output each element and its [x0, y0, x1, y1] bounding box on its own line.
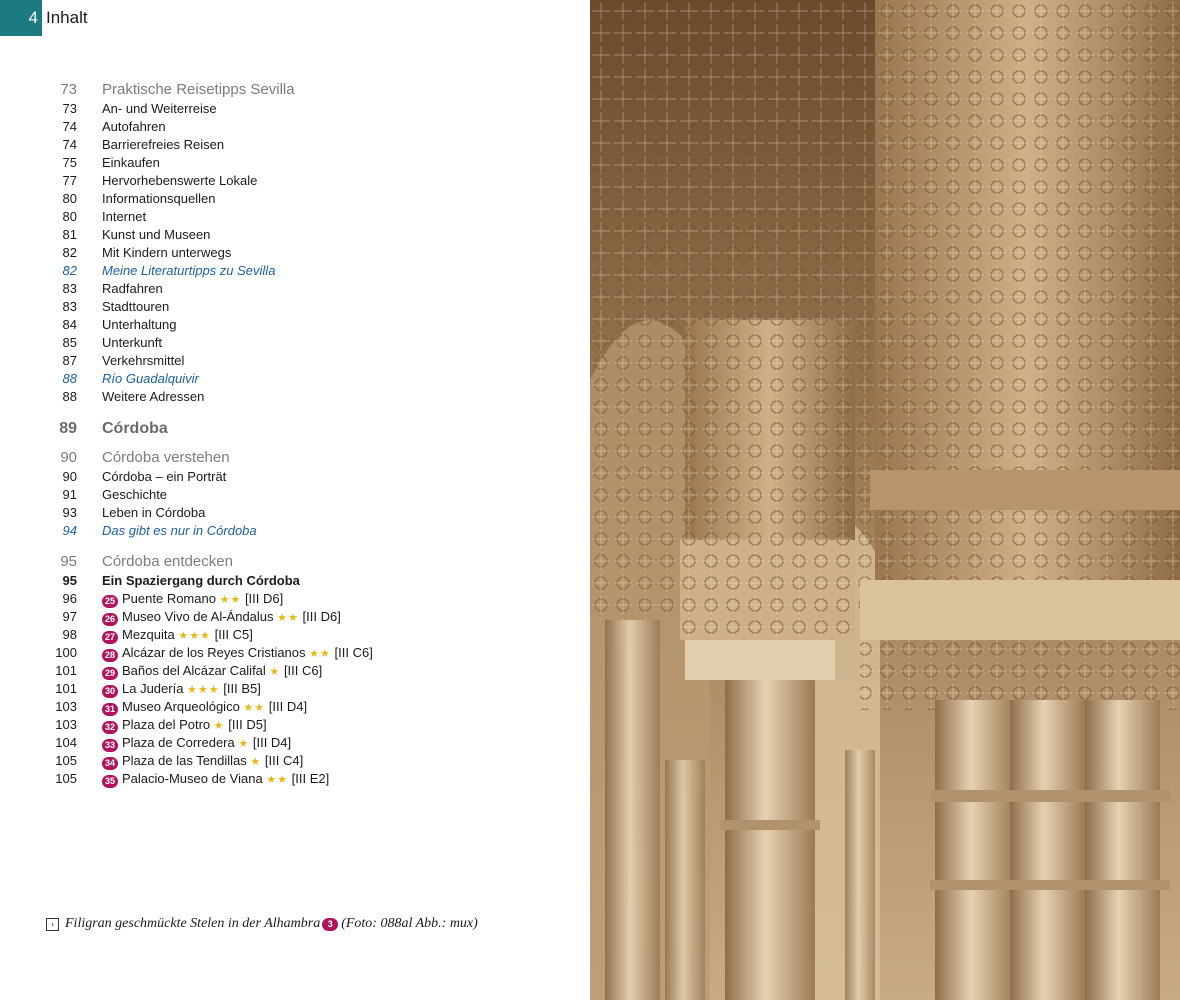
- poi-name: La Judería: [122, 681, 184, 696]
- toc-page-number: 93: [62, 505, 77, 520]
- poi-name: Plaza del Potro: [122, 717, 211, 732]
- toc-page-number: 84: [62, 317, 77, 332]
- toc-page-number: 98: [62, 627, 77, 642]
- toc-page-number: 100: [55, 645, 77, 660]
- toc-entry: [0, 190, 590, 208]
- toc-page-number: 90: [60, 449, 77, 466]
- toc-entry-text: [102, 590, 283, 609]
- map-grid-reference: [III D6]: [302, 609, 341, 624]
- toc-entry: [0, 154, 590, 172]
- poi-name: Baños del Alcázar Califal: [122, 663, 266, 678]
- caption-credit: (Foto: 088al Abb.: mux): [341, 916, 478, 931]
- toc-entry-text: Córdoba entdecken: [102, 553, 233, 570]
- toc-entry-text: Río Guadalquivir: [102, 371, 199, 386]
- toc-entry: [0, 770, 590, 788]
- toc-section: [0, 80, 590, 100]
- toc-page-number: 83: [62, 281, 77, 296]
- toc-entry: [0, 100, 590, 118]
- toc-page-number: 101: [55, 663, 77, 678]
- toc-entry-text: Verkehrsmittel: [102, 353, 185, 368]
- toc-entry: [0, 334, 590, 352]
- toc-entry-text: [102, 608, 341, 627]
- toc-entry-text: Radfahren: [102, 281, 163, 296]
- toc-entry: [0, 226, 590, 244]
- star-rating: ★★: [277, 612, 299, 624]
- poi-number-badge: 31: [102, 703, 118, 716]
- poi-number-badge: 27: [102, 631, 118, 644]
- poi-name: Museo Arqueológico: [122, 699, 240, 714]
- toc-entry-text: Córdoba – ein Porträt: [102, 469, 227, 484]
- map-grid-reference: [III D4]: [252, 735, 292, 750]
- toc-entry-text: Barrierefreies Reisen: [102, 137, 225, 152]
- poi-number-badge: 25: [102, 595, 118, 608]
- toc-page-number: 82: [62, 245, 77, 260]
- map-grid-reference: [III E2]: [291, 771, 330, 786]
- toc-page-number: 104: [55, 735, 77, 750]
- star-rating: ★★: [266, 774, 289, 786]
- map-grid-reference: [III C4]: [264, 753, 304, 768]
- toc-entry-text: Autofahren: [102, 119, 166, 134]
- star-rating: ★: [269, 666, 281, 678]
- star-rating: ★★★: [187, 684, 220, 696]
- toc-page-number: 94: [62, 523, 77, 538]
- toc-entry: [0, 590, 590, 608]
- toc-entry: [0, 608, 590, 626]
- toc-entry-text: Mit Kindern unterwegs: [102, 245, 232, 260]
- star-rating: ★★: [309, 648, 331, 660]
- poi-number-badge: 33: [102, 739, 118, 752]
- toc-page-number: 88: [62, 389, 77, 404]
- toc-entry: [0, 172, 590, 190]
- toc-entry: [0, 352, 590, 370]
- toc-chapter: [0, 418, 590, 440]
- toc-entry-text: Internet: [102, 209, 147, 224]
- toc-entry-text: [102, 752, 303, 771]
- toc-entry: [0, 118, 590, 136]
- map-grid-reference: [III C5]: [214, 627, 253, 642]
- toc-page-number: 74: [62, 119, 77, 134]
- toc-page-number: 89: [59, 420, 77, 437]
- toc-entry: [0, 734, 590, 752]
- toc-entry: [0, 644, 590, 662]
- toc-entry-text: Geschichte: [102, 487, 168, 502]
- poi-name: Plaza de las Tendillas: [122, 753, 247, 768]
- poi-name: Puente Romano: [122, 591, 216, 606]
- toc-entry-text: Unterhaltung: [102, 317, 177, 332]
- toc-entry-text: [102, 662, 322, 681]
- page-title: Inhalt: [46, 8, 88, 27]
- toc-entry-text: [102, 716, 267, 735]
- toc-entry-text: Weitere Adressen: [102, 389, 205, 404]
- toc-entry-text: [102, 770, 329, 789]
- toc-entry: [0, 680, 590, 698]
- toc-page-number: 103: [55, 717, 77, 732]
- toc-entry-text: [102, 680, 261, 699]
- toc-entry: [0, 316, 590, 334]
- toc-entry: [0, 626, 590, 644]
- poi-number-badge: 26: [102, 613, 118, 626]
- toc-entry: [0, 468, 590, 486]
- toc-page-number: 105: [55, 753, 77, 768]
- poi-name: Alcázar de los Reyes Cristianos: [122, 645, 306, 660]
- toc-entry-text: Córdoba verstehen: [102, 449, 230, 466]
- map-grid-reference: [III D6]: [244, 591, 284, 606]
- toc-entry-text: [102, 644, 373, 663]
- toc-entry: [0, 388, 590, 406]
- toc-page-number: 81: [62, 227, 77, 242]
- caption-badge: 3: [322, 918, 338, 931]
- toc-entry: [0, 280, 590, 298]
- toc-entry-text: [102, 698, 307, 717]
- star-rating: ★: [250, 756, 262, 768]
- toc-entry: [0, 504, 590, 522]
- toc-page-number: 73: [60, 81, 77, 98]
- poi-number-badge: 35: [102, 775, 118, 788]
- map-grid-reference: [III D4]: [268, 699, 308, 714]
- toc-page-number: 87: [62, 353, 77, 368]
- map-grid-reference: [III D5]: [228, 717, 267, 732]
- toc-page-number: 80: [62, 191, 77, 206]
- toc-page-number: 96: [62, 591, 77, 606]
- toc-entry: [0, 662, 590, 680]
- toc-entry-text: Praktische Reisetipps Sevilla: [102, 81, 295, 98]
- toc-entry-text: An- und Weiterreise: [102, 101, 217, 116]
- toc-entry-text: Einkaufen: [102, 155, 160, 170]
- toc-page-number: 90: [62, 469, 77, 484]
- map-grid-reference: [III B5]: [223, 681, 261, 696]
- toc-entry: [0, 698, 590, 716]
- toc-entry-text: Córdoba: [102, 420, 168, 437]
- toc-entry: [0, 298, 590, 316]
- toc-entry-text: [102, 734, 291, 753]
- star-rating: ★: [238, 738, 250, 750]
- toc-entry: [0, 752, 590, 770]
- toc-page-number: 95: [62, 573, 77, 588]
- photo-caption: [46, 914, 478, 934]
- toc-entry-text: Leben in Córdoba: [102, 505, 206, 520]
- star-rating: ★★: [219, 594, 242, 606]
- poi-number-badge: 29: [102, 667, 118, 680]
- toc-page-number: 74: [62, 137, 77, 152]
- poi-name: Mezquita: [122, 627, 175, 642]
- poi-number-badge: 34: [102, 757, 118, 770]
- toc-entry: [0, 136, 590, 154]
- toc-entry-text: [102, 626, 253, 645]
- toc-entry: [0, 572, 590, 590]
- toc-page-number: 73: [62, 101, 77, 116]
- toc-page-number: 83: [62, 299, 77, 314]
- star-rating: ★★★: [178, 630, 211, 642]
- map-grid-reference: [III C6]: [283, 663, 323, 678]
- toc-page-number: 75: [62, 155, 77, 170]
- toc-entry: [0, 208, 590, 226]
- toc-entry-text: Stadttouren: [102, 299, 170, 314]
- poi-number-badge: 32: [102, 721, 118, 734]
- poi-number-badge: 28: [102, 649, 118, 662]
- toc-entry-text: Das gibt es nur in Córdoba: [102, 523, 257, 538]
- toc-entry-text: Meine Literaturtipps zu Sevilla: [102, 263, 276, 278]
- toc-entry: [0, 370, 590, 388]
- toc-entry-text: Hervorhebenswerte Lokale: [102, 173, 258, 188]
- toc-page-number: 97: [62, 609, 77, 624]
- toc-page-number: 80: [62, 209, 77, 224]
- alhambra-photo: [590, 0, 1180, 1000]
- toc-entry: [0, 716, 590, 734]
- toc-page-number: 105: [55, 771, 77, 786]
- toc-page-number: 101: [55, 681, 77, 696]
- toc-entry: [0, 486, 590, 504]
- toc-page-number: 95: [60, 553, 77, 570]
- poi-name: Museo Vivo de Al-Ándalus: [122, 609, 274, 624]
- toc-entry-text: Informationsquellen: [102, 191, 216, 206]
- toc-entry-text: Kunst und Museen: [102, 227, 211, 242]
- toc-section: [0, 448, 590, 468]
- map-grid-reference: [III C6]: [334, 645, 373, 660]
- caption-text: Filigran geschmückte Stelen in der Alhambra: [65, 916, 321, 931]
- toc-entry: [0, 244, 590, 262]
- toc-page-number: 91: [62, 487, 77, 502]
- toc-entry: [0, 522, 590, 540]
- poi-number-badge: 30: [102, 685, 118, 698]
- toc-page-number: 103: [55, 699, 77, 714]
- arrow-box-icon: ›: [46, 918, 59, 931]
- toc-page-number: 85: [62, 335, 77, 350]
- star-rating: ★: [213, 720, 225, 732]
- alhambra-columns-illustration: [590, 0, 1180, 1000]
- toc-entry: [0, 262, 590, 280]
- star-rating: ★★: [243, 702, 266, 714]
- toc-page-number: 88: [62, 371, 77, 386]
- page-number: 4: [0, 0, 42, 36]
- toc-entry-text: Unterkunft: [102, 335, 162, 350]
- toc-page-number: 82: [62, 263, 77, 278]
- toc-entry-text: Ein Spaziergang durch Córdoba: [102, 573, 300, 588]
- poi-name: Plaza de Corredera: [122, 735, 235, 750]
- toc-section: [0, 552, 590, 572]
- poi-name: Palacio-Museo de Viana: [122, 771, 263, 786]
- toc-page-number: 77: [62, 173, 77, 188]
